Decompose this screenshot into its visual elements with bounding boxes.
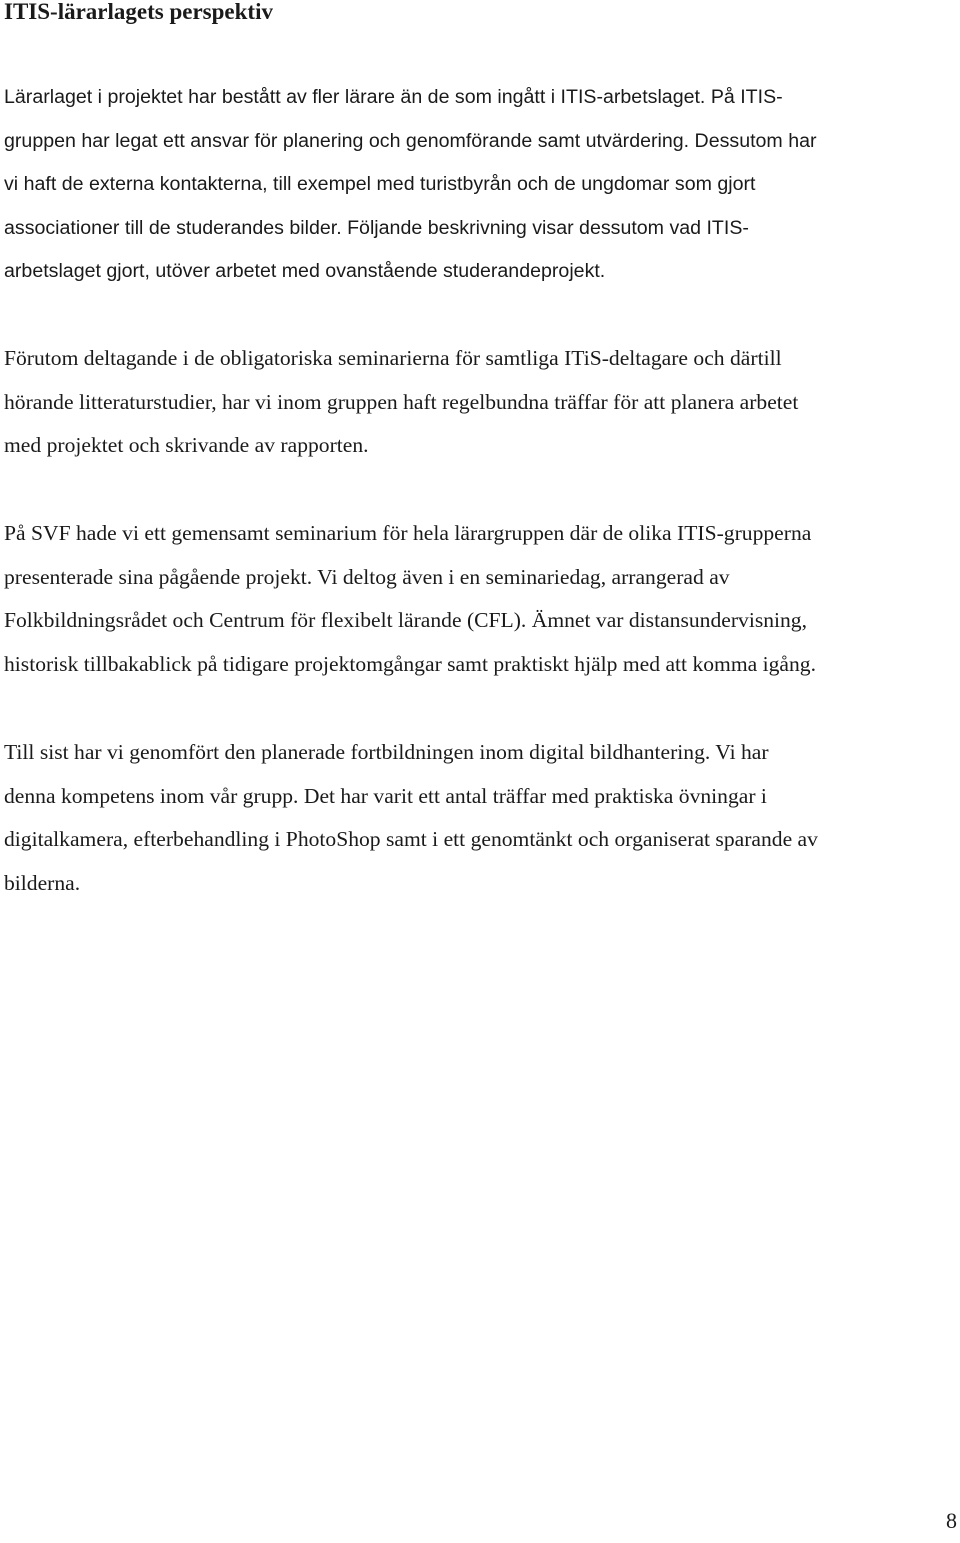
paragraph-line: presenterade sina pågående projekt. Vi deltog även i en seminariedag, arrangerad av — [4, 564, 730, 589]
paragraph-line: Lärarlaget i projektet har bestått av fler lärare än de som ingått i ITIS-arbetslaget. På ITIS- — [4, 86, 783, 108]
paragraph-3 — [4, 512, 816, 686]
paragraph-line: Folkbildningsrådet och Centrum för flexibelt lärande (CFL). Ämnet var distansundervisning, — [4, 608, 808, 632]
paragraph-line: gruppen har legat ett ansvar för planering och genomförande samt utvärdering. Dessutom har — [4, 129, 817, 152]
section-heading: ITIS-lärarlagets perspektiv — [4, 0, 273, 24]
paragraph-line: digitalkamera, efterbehandling i PhotoShop samt i ett genomtänkt och organiserat sparande av — [4, 827, 818, 851]
page-number: 8 — [946, 1508, 957, 1533]
paragraph-line: hörande litteraturstudier, har vi inom gruppen haft regelbundna träffar för att planera arbetet — [4, 389, 799, 414]
paragraph-line: vi haft de externa kontakterna, till exempel med turistbyrån och de ungdomar som gjort — [4, 173, 756, 195]
paragraph-line: denna kompetens inom vår grupp. Det har varit ett antal träffar med praktiska övningar i — [4, 783, 767, 808]
paragraph-line: Till sist har vi genomfört den planerade fortbildningen inom digital bildhantering. Vi har — [4, 740, 769, 764]
paragraph-4 — [4, 731, 818, 905]
paragraph-line: historisk tillbakablick på tidigare projektomgångar samt praktiskt hjälp med att komma igång. — [4, 651, 816, 676]
paragraph-1 — [4, 76, 817, 294]
paragraph-line: arbetslaget gjort, utöver arbetet med ovanstående studerandeprojekt. — [4, 260, 606, 282]
paragraph-line: På SVF hade vi ett gemensamt seminarium för hela lärargruppen där de olika ITIS-grupperna — [4, 521, 812, 545]
paragraph-2 — [4, 337, 798, 468]
paragraph-line: associationer till de studerandes bilder. Följande beskrivning visar dessutom vad ITIS- — [4, 216, 749, 239]
paragraph-line: med projektet och skrivande av rapporten. — [4, 433, 369, 457]
paragraph-line: bilderna. — [4, 870, 81, 895]
paragraph-line: Förutom deltagande i de obligatoriska seminarierna för samtliga ITiS-deltagare och därtill — [4, 346, 782, 370]
